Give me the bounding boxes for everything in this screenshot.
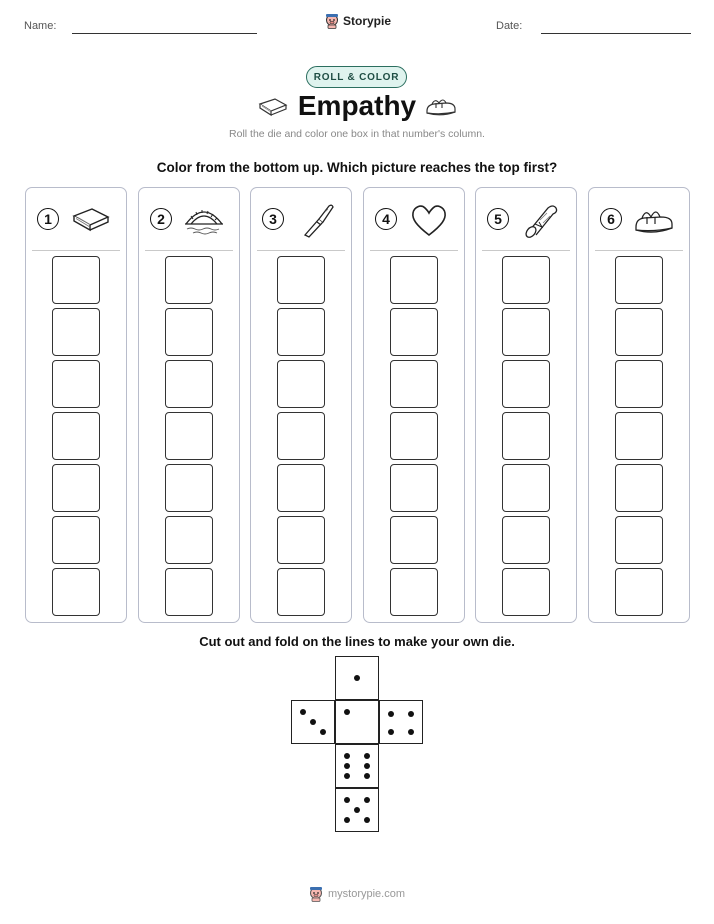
- scroll-icon: [520, 202, 562, 238]
- die-face-4: [379, 700, 423, 744]
- footer: [0, 886, 714, 902]
- column-3: [250, 187, 352, 623]
- page-title: Empathy: [297, 90, 417, 121]
- column-number: 4: [375, 208, 397, 230]
- color-box[interactable]: [502, 464, 550, 512]
- die-pip: [408, 711, 414, 717]
- color-box[interactable]: [390, 412, 438, 460]
- color-box[interactable]: [502, 256, 550, 304]
- bridge-icon: [183, 202, 225, 238]
- color-box[interactable]: [165, 568, 213, 616]
- color-box[interactable]: [165, 256, 213, 304]
- die-pip: [364, 763, 370, 769]
- date-line[interactable]: [541, 33, 691, 34]
- color-box[interactable]: [502, 568, 550, 616]
- column-divider: [145, 250, 233, 251]
- color-box[interactable]: [390, 516, 438, 564]
- die-face-6: [335, 744, 379, 788]
- die-pip: [408, 729, 414, 735]
- chisel-icon: [295, 202, 337, 238]
- color-box[interactable]: [502, 412, 550, 460]
- storypie-logo: [325, 13, 391, 29]
- color-box[interactable]: [615, 516, 663, 564]
- color-box[interactable]: [277, 256, 325, 304]
- color-box[interactable]: [390, 360, 438, 408]
- date-label: Date:: [496, 20, 523, 32]
- color-box[interactable]: [277, 568, 325, 616]
- die-pip: [344, 797, 350, 803]
- color-box[interactable]: [165, 360, 213, 408]
- color-box[interactable]: [390, 256, 438, 304]
- sandal-icon: [633, 202, 675, 238]
- color-box[interactable]: [277, 412, 325, 460]
- column-1: [25, 187, 127, 623]
- color-box[interactable]: [165, 308, 213, 356]
- color-box[interactable]: [165, 412, 213, 460]
- page-subtitle: Roll the die and color one box in that number's column.: [229, 128, 485, 140]
- color-box[interactable]: [52, 464, 100, 512]
- color-box[interactable]: [502, 516, 550, 564]
- die-pip: [344, 817, 350, 823]
- die-pip: [344, 753, 350, 759]
- column-number: 6: [600, 208, 622, 230]
- color-box[interactable]: [52, 360, 100, 408]
- column-number: 5: [487, 208, 509, 230]
- heart-icon: [408, 202, 450, 238]
- die-pip: [364, 773, 370, 779]
- die-pip: [344, 709, 350, 715]
- die-face-1: [335, 656, 379, 700]
- roll-color-badge: ROLL & COLOR: [306, 66, 407, 88]
- color-box[interactable]: [52, 256, 100, 304]
- color-box[interactable]: [52, 412, 100, 460]
- column-number: 2: [150, 208, 172, 230]
- die-pip: [364, 753, 370, 759]
- color-box[interactable]: [615, 568, 663, 616]
- die-face-3: [291, 700, 335, 744]
- column-divider: [257, 250, 345, 251]
- color-box[interactable]: [277, 308, 325, 356]
- pig-mascot-icon: [325, 13, 339, 29]
- die-pip: [344, 763, 350, 769]
- column-2: [138, 187, 240, 623]
- color-box[interactable]: [502, 308, 550, 356]
- die-pip: [344, 773, 350, 779]
- column-divider: [595, 250, 683, 251]
- column-divider: [370, 250, 458, 251]
- color-box[interactable]: [277, 516, 325, 564]
- column-number: 1: [37, 208, 59, 230]
- color-box[interactable]: [615, 256, 663, 304]
- die-pip: [354, 675, 360, 681]
- color-box[interactable]: [390, 464, 438, 512]
- die-pip: [388, 729, 394, 735]
- die-pip: [300, 709, 306, 715]
- die-pip: [320, 729, 326, 735]
- color-box[interactable]: [615, 360, 663, 408]
- pig-mascot-icon: [309, 886, 323, 902]
- color-box[interactable]: [165, 464, 213, 512]
- die-pip: [354, 807, 360, 813]
- column-6: [588, 187, 690, 623]
- book-icon: [70, 202, 112, 238]
- die-pip: [388, 711, 394, 717]
- color-box[interactable]: [615, 308, 663, 356]
- color-box[interactable]: [615, 464, 663, 512]
- color-box[interactable]: [615, 412, 663, 460]
- column-divider: [482, 250, 570, 251]
- die-pip: [364, 797, 370, 803]
- color-box[interactable]: [277, 360, 325, 408]
- footer-url[interactable]: mystorypie.com: [327, 888, 406, 900]
- color-box[interactable]: [390, 308, 438, 356]
- brand-name: Storypie: [343, 14, 392, 28]
- column-5: [475, 187, 577, 623]
- color-box[interactable]: [52, 516, 100, 564]
- die-face-1: [335, 700, 379, 744]
- column-4: [363, 187, 465, 623]
- column-number: 3: [262, 208, 284, 230]
- color-box[interactable]: [52, 568, 100, 616]
- column-divider: [32, 250, 120, 251]
- color-box[interactable]: [277, 464, 325, 512]
- die-face-5: [335, 788, 379, 832]
- color-box[interactable]: [165, 516, 213, 564]
- die-pip: [310, 719, 316, 725]
- die-pip: [364, 817, 370, 823]
- color-box[interactable]: [390, 568, 438, 616]
- die-instruction: Cut out and fold on the lines to make your own die.: [199, 634, 515, 649]
- instruction-text: Color from the bottom up. Which picture reaches the top first?: [156, 160, 558, 175]
- color-box[interactable]: [502, 360, 550, 408]
- name-line[interactable]: [72, 33, 257, 34]
- color-box[interactable]: [52, 308, 100, 356]
- sandal-icon: [424, 95, 458, 117]
- name-label: Name:: [24, 20, 57, 32]
